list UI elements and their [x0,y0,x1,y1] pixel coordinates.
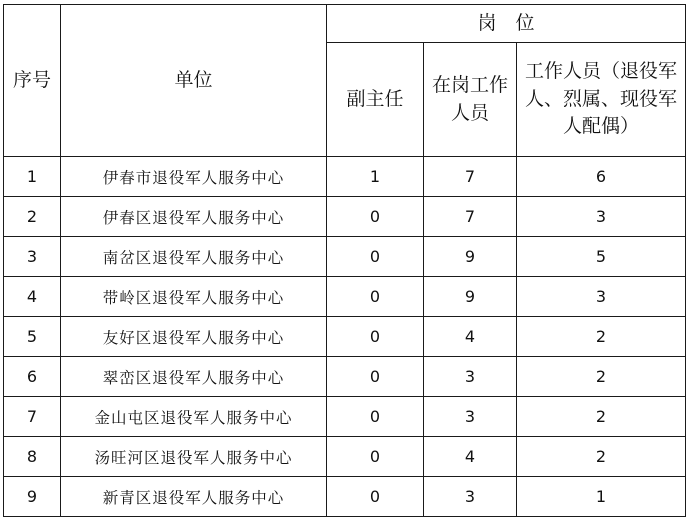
row-staff-count: 3 [424,397,517,437]
table-body [4,5,686,517]
row-index: 5 [4,317,61,357]
row-unit: 金山屯区退役军人服务中心 [61,397,327,437]
row-staff-count: 9 [424,277,517,317]
row-staff-count: 3 [424,357,517,397]
row-deputy-count: 0 [327,197,424,237]
table-row [4,477,686,517]
row-deputy-count: 1 [327,157,424,197]
row-index: 1 [4,157,61,197]
row-unit: 汤旺河区退役军人服务中心 [61,437,327,477]
table-row [4,357,686,397]
table-row [4,277,686,317]
table-row [4,397,686,437]
row-special-count: 2 [517,397,686,437]
header-on-duty-staff: 在岗工作人员 [424,43,517,157]
row-deputy-count: 0 [327,437,424,477]
row-staff-count: 9 [424,237,517,277]
row-deputy-count: 0 [327,477,424,517]
row-deputy-count: 0 [327,317,424,357]
row-special-count: 2 [517,357,686,397]
row-index: 9 [4,477,61,517]
row-staff-count: 4 [424,317,517,357]
header-deputy-director: 副主任 [327,43,424,157]
row-unit: 带岭区退役军人服务中心 [61,277,327,317]
row-index: 7 [4,397,61,437]
row-special-count: 6 [517,157,686,197]
row-unit: 南岔区退役军人服务中心 [61,237,327,277]
row-deputy-count: 0 [327,357,424,397]
row-unit: 翠峦区退役军人服务中心 [61,357,327,397]
header-staff-special: 工作人员（退役军人、烈属、现役军人配偶） [517,43,686,157]
row-index: 6 [4,357,61,397]
header-index: 序号 [4,5,61,157]
row-special-count: 2 [517,317,686,357]
row-staff-count: 3 [424,477,517,517]
table-row [4,157,686,197]
row-unit: 伊春市退役军人服务中心 [61,157,327,197]
table-row [4,237,686,277]
row-special-count: 1 [517,477,686,517]
row-unit: 友好区退役军人服务中心 [61,317,327,357]
row-staff-count: 7 [424,197,517,237]
header-row-1 [4,5,686,43]
staffing-table [3,4,686,517]
row-index: 3 [4,237,61,277]
row-deputy-count: 0 [327,277,424,317]
table-row [4,437,686,477]
row-special-count: 5 [517,237,686,277]
row-special-count: 3 [517,277,686,317]
row-index: 2 [4,197,61,237]
table-row [4,317,686,357]
row-deputy-count: 0 [327,397,424,437]
row-deputy-count: 0 [327,237,424,277]
row-special-count: 2 [517,437,686,477]
header-position-group: 岗 位 [327,5,686,43]
row-special-count: 3 [517,197,686,237]
table-row [4,197,686,237]
header-unit: 单位 [61,5,327,157]
row-index: 4 [4,277,61,317]
row-index: 8 [4,437,61,477]
row-unit: 新青区退役军人服务中心 [61,477,327,517]
row-unit: 伊春区退役军人服务中心 [61,197,327,237]
row-staff-count: 7 [424,157,517,197]
row-staff-count: 4 [424,437,517,477]
